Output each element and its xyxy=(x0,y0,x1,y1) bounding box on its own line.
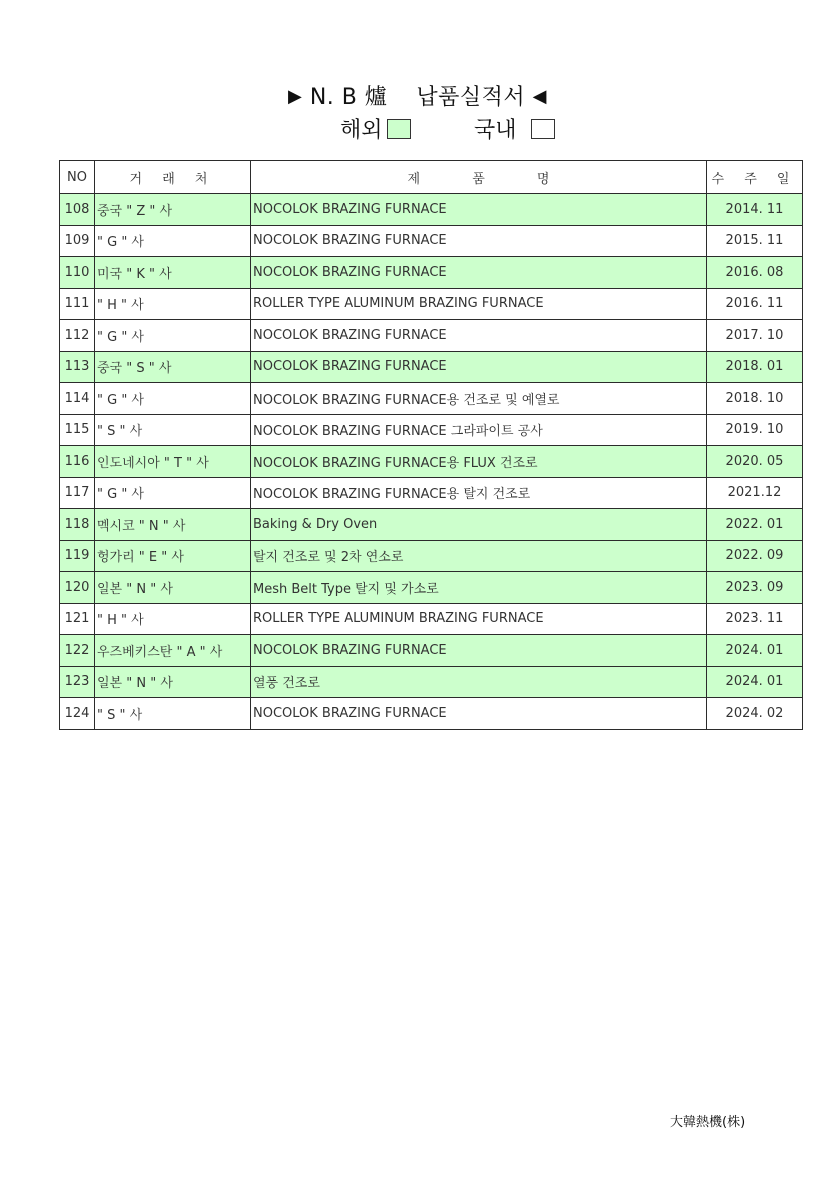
title-prefix: N. B 爐 xyxy=(309,85,388,110)
cell-product: 열풍 건조로 xyxy=(251,666,707,698)
cell-no: 120 xyxy=(60,572,95,604)
cell-date: 2020. 05 xyxy=(707,446,803,478)
cell-date: 2014. 11 xyxy=(707,194,803,226)
table-row xyxy=(60,698,803,730)
cell-no: 121 xyxy=(60,603,95,635)
cell-client: " G " 사 xyxy=(95,320,251,352)
legend-overseas-swatch xyxy=(387,119,411,139)
legend-domestic xyxy=(474,113,555,144)
table-row xyxy=(60,383,803,415)
table-row xyxy=(60,446,803,478)
table-row xyxy=(60,477,803,509)
cell-client: " H " 사 xyxy=(95,288,251,320)
cell-product: NOCOLOK BRAZING FURNACE xyxy=(251,257,707,289)
cell-no: 123 xyxy=(60,666,95,698)
table-row xyxy=(60,635,803,667)
cell-product: NOCOLOK BRAZING FURNACE xyxy=(251,351,707,383)
company-name: 大韓熱機(株) xyxy=(670,1115,746,1130)
cell-no: 111 xyxy=(60,288,95,320)
cell-date: 2024. 01 xyxy=(707,635,803,667)
table-row xyxy=(60,320,803,352)
cell-client: " G " 사 xyxy=(95,383,251,415)
cell-no: 122 xyxy=(60,635,95,667)
table-row xyxy=(60,225,803,257)
table-row xyxy=(60,603,803,635)
cell-client: 멕시코 " N " 사 xyxy=(95,509,251,541)
cell-no: 108 xyxy=(60,194,95,226)
legend-overseas-label: 해외 xyxy=(340,118,383,143)
cell-client: 헝가리 " E " 사 xyxy=(95,540,251,572)
cell-date: 2019. 10 xyxy=(707,414,803,446)
cell-client: 우즈베키스탄 " A " 사 xyxy=(95,635,251,667)
cell-product: NOCOLOK BRAZING FURNACE용 건조로 및 예열로 xyxy=(251,383,707,415)
legend-domestic-label: 국내 xyxy=(474,118,517,143)
cell-product: 탈지 건조로 및 2차 연소로 xyxy=(251,540,707,572)
cell-product: NOCOLOK BRAZING FURNACE용 탈지 건조로 xyxy=(251,477,707,509)
cell-no: 118 xyxy=(60,509,95,541)
table-row xyxy=(60,540,803,572)
triangle-right-icon: ▶ xyxy=(288,86,303,107)
table-row xyxy=(60,572,803,604)
cell-no: 124 xyxy=(60,698,95,730)
table-row xyxy=(60,194,803,226)
cell-product: NOCOLOK BRAZING FURNACE xyxy=(251,320,707,352)
cell-date: 2023. 09 xyxy=(707,572,803,604)
title-main: 납품실적서 xyxy=(416,85,526,110)
table-row xyxy=(60,666,803,698)
cell-no: 109 xyxy=(60,225,95,257)
cell-date: 2024. 02 xyxy=(707,698,803,730)
table-row xyxy=(60,351,803,383)
cell-date: 2017. 10 xyxy=(707,320,803,352)
cell-no: 113 xyxy=(60,351,95,383)
cell-client: 미국 " K " 사 xyxy=(95,257,251,289)
cell-date: 2016. 08 xyxy=(707,257,803,289)
cell-no: 119 xyxy=(60,540,95,572)
cell-date: 2024. 01 xyxy=(707,666,803,698)
cell-product: NOCOLOK BRAZING FURNACE 그라파이트 공사 xyxy=(251,414,707,446)
cell-client: 중국 " S " 사 xyxy=(95,351,251,383)
cell-client: 일본 " N " 사 xyxy=(95,572,251,604)
triangle-left-icon: ◀ xyxy=(532,86,547,107)
table-row xyxy=(60,414,803,446)
table-row xyxy=(60,257,803,289)
cell-product: Mesh Belt Type 탈지 및 가소로 xyxy=(251,572,707,604)
cell-date: 2023. 11 xyxy=(707,603,803,635)
cell-product: NOCOLOK BRAZING FURNACE xyxy=(251,194,707,226)
cell-no: 114 xyxy=(60,383,95,415)
cell-client: " G " 사 xyxy=(95,225,251,257)
cell-date: 2022. 09 xyxy=(707,540,803,572)
cell-product: ROLLER TYPE ALUMINUM BRAZING FURNACE xyxy=(251,603,707,635)
table-row xyxy=(60,288,803,320)
cell-client: " S " 사 xyxy=(95,414,251,446)
cell-product: NOCOLOK BRAZING FURNACE xyxy=(251,635,707,667)
cell-client: 인도네시아 " T " 사 xyxy=(95,446,251,478)
cell-date: 2021.12 xyxy=(707,477,803,509)
cell-date: 2018. 01 xyxy=(707,351,803,383)
cell-client: " S " 사 xyxy=(95,698,251,730)
col-header-product: 제 품 명 xyxy=(251,161,707,194)
cell-client: 일본 " N " 사 xyxy=(95,666,251,698)
legend-overseas xyxy=(340,113,411,144)
cell-no: 116 xyxy=(60,446,95,478)
cell-product: Baking & Dry Oven xyxy=(251,509,707,541)
cell-client: 중국 " Z " 사 xyxy=(95,194,251,226)
cell-product: NOCOLOK BRAZING FURNACE xyxy=(251,698,707,730)
cell-date: 2015. 11 xyxy=(707,225,803,257)
legend-domestic-swatch xyxy=(531,119,555,139)
col-header-client: 거 래 처 xyxy=(95,161,251,194)
cell-product: ROLLER TYPE ALUMINUM BRAZING FURNACE xyxy=(251,288,707,320)
col-header-date: 수 주 일 xyxy=(707,161,803,194)
cell-no: 110 xyxy=(60,257,95,289)
cell-no: 112 xyxy=(60,320,95,352)
cell-no: 117 xyxy=(60,477,95,509)
delivery-records-table xyxy=(59,160,803,730)
col-header-no: NO xyxy=(60,161,95,194)
cell-client: " H " 사 xyxy=(95,603,251,635)
cell-no: 115 xyxy=(60,414,95,446)
document-title xyxy=(0,80,835,111)
table-row xyxy=(60,509,803,541)
cell-product: NOCOLOK BRAZING FURNACE용 FLUX 건조로 xyxy=(251,446,707,478)
cell-date: 2018. 10 xyxy=(707,383,803,415)
cell-product: NOCOLOK BRAZING FURNACE xyxy=(251,225,707,257)
table-header-row xyxy=(60,161,803,194)
cell-client: " G " 사 xyxy=(95,477,251,509)
cell-date: 2016. 11 xyxy=(707,288,803,320)
cell-date: 2022. 01 xyxy=(707,509,803,541)
